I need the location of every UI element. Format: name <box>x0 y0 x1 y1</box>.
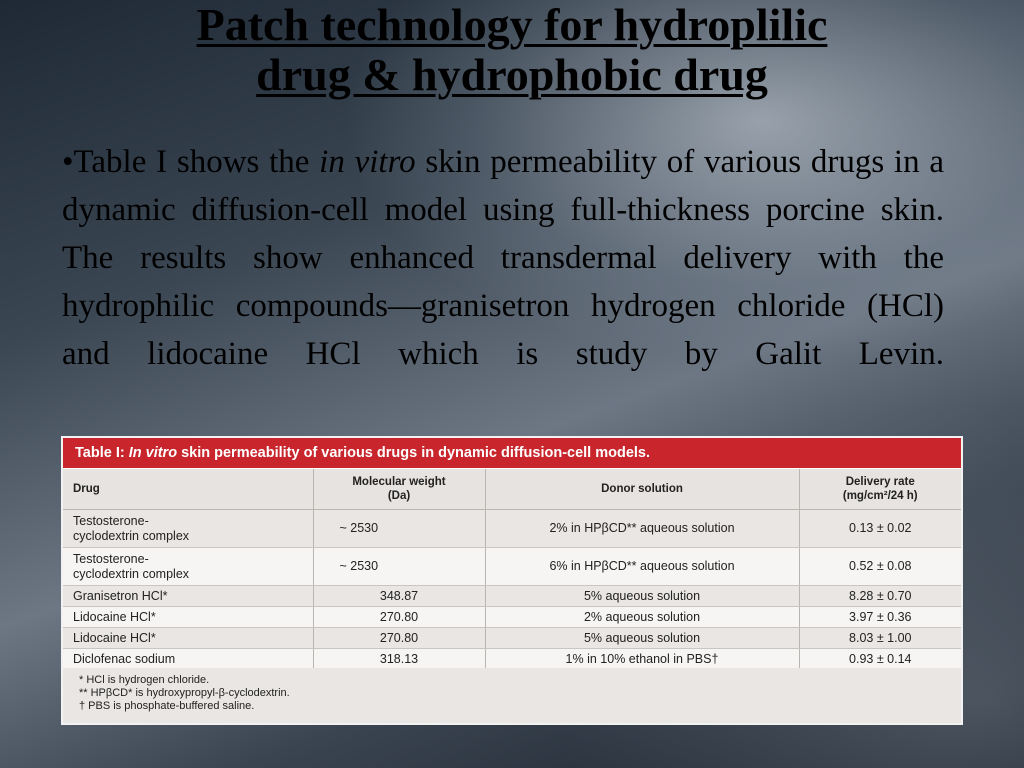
cell-delivery-rate: 8.03 ± 1.00 <box>799 628 961 649</box>
cell-delivery-rate: 0.93 ± 0.14 <box>799 649 961 670</box>
drug-line2: cyclodextrin complex <box>73 528 190 543</box>
cell-drug: Lidocaine HCl* <box>63 628 313 649</box>
cell-molecular-weight: ~ 2530 <box>313 510 485 548</box>
cell-donor-solution: 2% aqueous solution <box>485 607 799 628</box>
body-text-end: skin permeability of various drugs in a dynamic diffusion-cell model using full-thickness porcine skin. The results show enhanced transdermal delivery with the hydrophilic compounds—granisetron hydrogen chloride (HCl) and lidocaine HCl which is study by Galit Levin. <box>62 144 944 372</box>
cell-donor-solution: 5% aqueous solution <box>485 628 799 649</box>
header-rate-line2: (mg/cm²/24 h) <box>842 490 918 502</box>
cell-delivery-rate: 3.97 ± 0.36 <box>799 607 961 628</box>
header-mw-line1: Molecular weight <box>352 476 446 488</box>
cell-molecular-weight: 318.13 <box>313 649 485 670</box>
caption-prefix: Table I: <box>75 445 129 461</box>
cell-drug <box>63 548 313 586</box>
drug-line1: Testosterone- <box>73 513 149 528</box>
table-row <box>63 548 961 586</box>
cell-molecular-weight: 270.80 <box>313 628 485 649</box>
body-text-start: •Table I shows the <box>62 144 320 180</box>
body-paragraph <box>62 138 944 378</box>
table-row <box>63 510 961 548</box>
title-line-2: drug & hydrophobic drug <box>256 49 768 100</box>
permeability-table-figure <box>61 436 963 725</box>
table-caption <box>63 438 961 468</box>
drug-line2: cyclodextrin complex <box>73 566 190 581</box>
cell-donor-solution: 5% aqueous solution <box>485 586 799 607</box>
table-header-row <box>63 469 961 510</box>
cell-molecular-weight: 348.87 <box>313 586 485 607</box>
cell-delivery-rate: 0.52 ± 0.08 <box>799 548 961 586</box>
cell-donor-solution: 1% in 10% ethanol in PBS† <box>485 649 799 670</box>
header-delivery-rate <box>799 469 961 510</box>
table-row <box>63 607 961 628</box>
header-molecular-weight <box>313 469 485 510</box>
permeability-table <box>63 469 961 670</box>
cell-delivery-rate: 0.13 ± 0.02 <box>799 510 961 548</box>
cell-molecular-weight: ~ 2530 <box>313 548 485 586</box>
footnote-hcl: * HCl is hydrogen chloride. <box>79 674 210 686</box>
header-mw-line2: (Da) <box>387 490 411 502</box>
cell-drug: Diclofenac sodium <box>63 649 313 670</box>
footnote-hpbcd: ** HPβCD* is hydroxypropyl-β-cyclodextrin. <box>79 687 290 699</box>
footnote-pbs: † PBS is phosphate-buffered saline. <box>79 700 255 712</box>
table-row <box>63 649 961 670</box>
cell-molecular-weight: 270.80 <box>313 607 485 628</box>
table-row <box>63 628 961 649</box>
caption-rest: skin permeability of various drugs in dynamic diffusion-cell models. <box>177 445 651 461</box>
table-row <box>63 586 961 607</box>
cell-drug: Granisetron HCl* <box>63 586 313 607</box>
cell-drug: Lidocaine HCl* <box>63 607 313 628</box>
drug-line1: Testosterone- <box>73 551 149 566</box>
title-line-1: Patch technology for hydroplilic <box>196 0 828 50</box>
cell-donor-solution: 6% in HPβCD** aqueous solution <box>485 548 799 586</box>
caption-italic: In vitro <box>128 445 178 461</box>
cell-drug <box>63 510 313 548</box>
table-footnotes <box>63 668 961 723</box>
body-text-italic: in vitro <box>319 144 416 180</box>
header-rate-line1: Delivery rate <box>845 476 915 488</box>
header-donor-solution: Donor solution <box>485 469 799 510</box>
cell-delivery-rate: 8.28 ± 0.70 <box>799 586 961 607</box>
slide-title <box>60 0 964 100</box>
cell-donor-solution: 2% in HPβCD** aqueous solution <box>485 510 799 548</box>
header-drug: Drug <box>63 469 313 510</box>
